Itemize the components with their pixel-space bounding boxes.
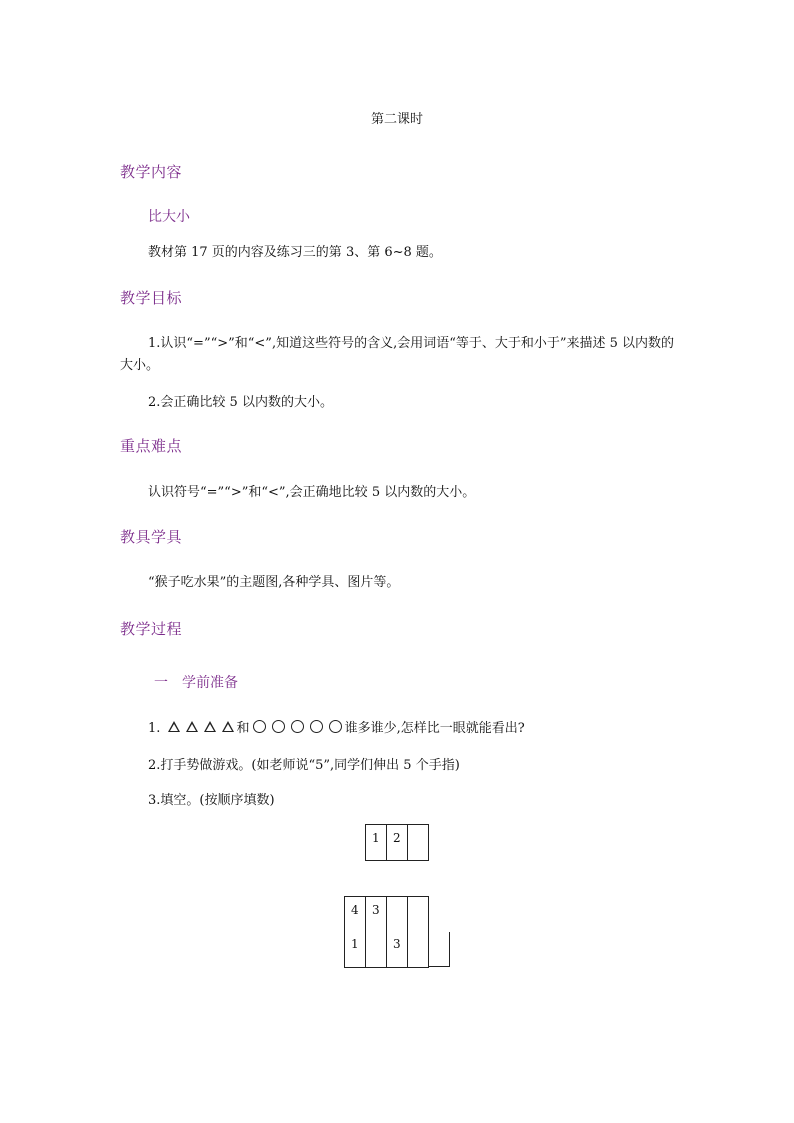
question-2: 2.打手势做游戏。(如老师说“5”,同学们伸出 5 个手指) <box>148 758 460 773</box>
grid-cell-value <box>408 825 428 831</box>
grid-cell-value-bottom: 3 <box>393 937 401 951</box>
grid-cell[interactable] <box>366 825 387 861</box>
tools-text: “猴子吃水果”的主题图,各种学具、图片等。 <box>148 575 400 590</box>
triangle-icon <box>204 721 216 732</box>
grid-cell-value: 2 <box>393 831 401 845</box>
triangle-icon <box>168 721 180 732</box>
triangle-icon <box>186 721 198 732</box>
circle-icon <box>272 720 285 733</box>
heading-process: 教学过程 <box>120 620 183 638</box>
goal-item-2: 2.会正确比较 5 以内数的大小。 <box>148 395 333 410</box>
circle-icon <box>310 720 323 733</box>
circle-icon <box>291 720 304 733</box>
question-1 <box>148 718 525 740</box>
content-text: 教材第 17 页的内容及练习三的第 3、第 6~8 题。 <box>148 245 442 260</box>
step-prepare: 一 学前准备 <box>154 675 238 691</box>
grid-cell-value-top <box>387 897 407 903</box>
grid-cell-value-top: 4 <box>351 903 359 917</box>
grid-cell-value-bottom: 1 <box>351 937 359 951</box>
heading-tools: 教具学具 <box>120 528 183 546</box>
grid-extension-bottom <box>428 966 450 967</box>
heading-content: 教学内容 <box>120 163 183 181</box>
grid-extension-line <box>449 932 450 967</box>
question-1-and: 和 <box>236 721 250 736</box>
grid-cell[interactable] <box>366 897 387 968</box>
grid-cell[interactable] <box>408 825 429 861</box>
question-1-text: 谁多谁少,怎样比一眼就能看出? <box>344 721 525 736</box>
circle-icon <box>253 720 266 733</box>
heading-goals: 教学目标 <box>120 289 183 307</box>
goal-item-1: 1.认识“=”“>”和“<”,知道这些符号的含义,会用词语“等于、大于和小于”来描述 5 以内数的大小。 <box>120 336 675 373</box>
grid-cell-value: 1 <box>372 831 380 845</box>
triangle-icon <box>222 721 234 732</box>
heading-key-points: 重点难点 <box>120 437 183 455</box>
key-points-text: 认识符号“=”“>”和“<”,会正确地比较 5 以内数的大小。 <box>148 485 476 500</box>
number-grid-1 <box>365 824 429 861</box>
grid-cell-value-top: 3 <box>372 903 380 917</box>
grid-cell[interactable] <box>387 897 408 968</box>
number-grid-2 <box>344 896 429 968</box>
question-3: 3.填空。(按顺序填数) <box>148 793 275 808</box>
page-title: 第二课时 <box>370 112 423 127</box>
grid-cell[interactable] <box>408 897 429 968</box>
question-1-number: 1. <box>148 721 161 736</box>
subheading-compare: 比大小 <box>148 209 190 225</box>
grid-cell[interactable] <box>345 897 366 968</box>
grid-cell[interactable] <box>387 825 408 861</box>
circle-icon <box>329 720 342 733</box>
grid-cell-value-top <box>408 897 428 903</box>
